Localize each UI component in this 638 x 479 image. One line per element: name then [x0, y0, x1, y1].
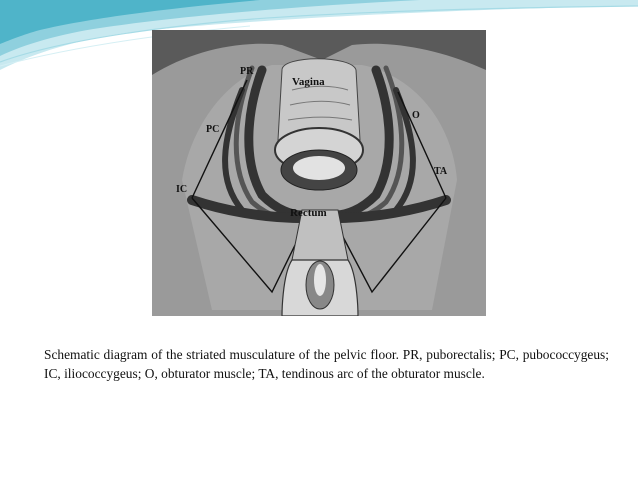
label-pc: PC [206, 124, 220, 135]
label-pr: PR [240, 66, 254, 77]
label-ic: IC [176, 184, 188, 195]
pelvic-floor-diagram [152, 30, 486, 316]
label-o: O [412, 110, 420, 121]
figure-caption: Schematic diagram of the striated musculature of the pelvic floor. PR, puborectalis; PC, pubococcygeus; IC, iliococcygeus; O, obturator muscle; TA, tendinous arc of the obturator muscle. [44, 347, 609, 381]
label-ta: TA [434, 166, 448, 177]
label-rectum: Rectum [290, 207, 327, 219]
label-vagina: Vagina [292, 76, 325, 88]
